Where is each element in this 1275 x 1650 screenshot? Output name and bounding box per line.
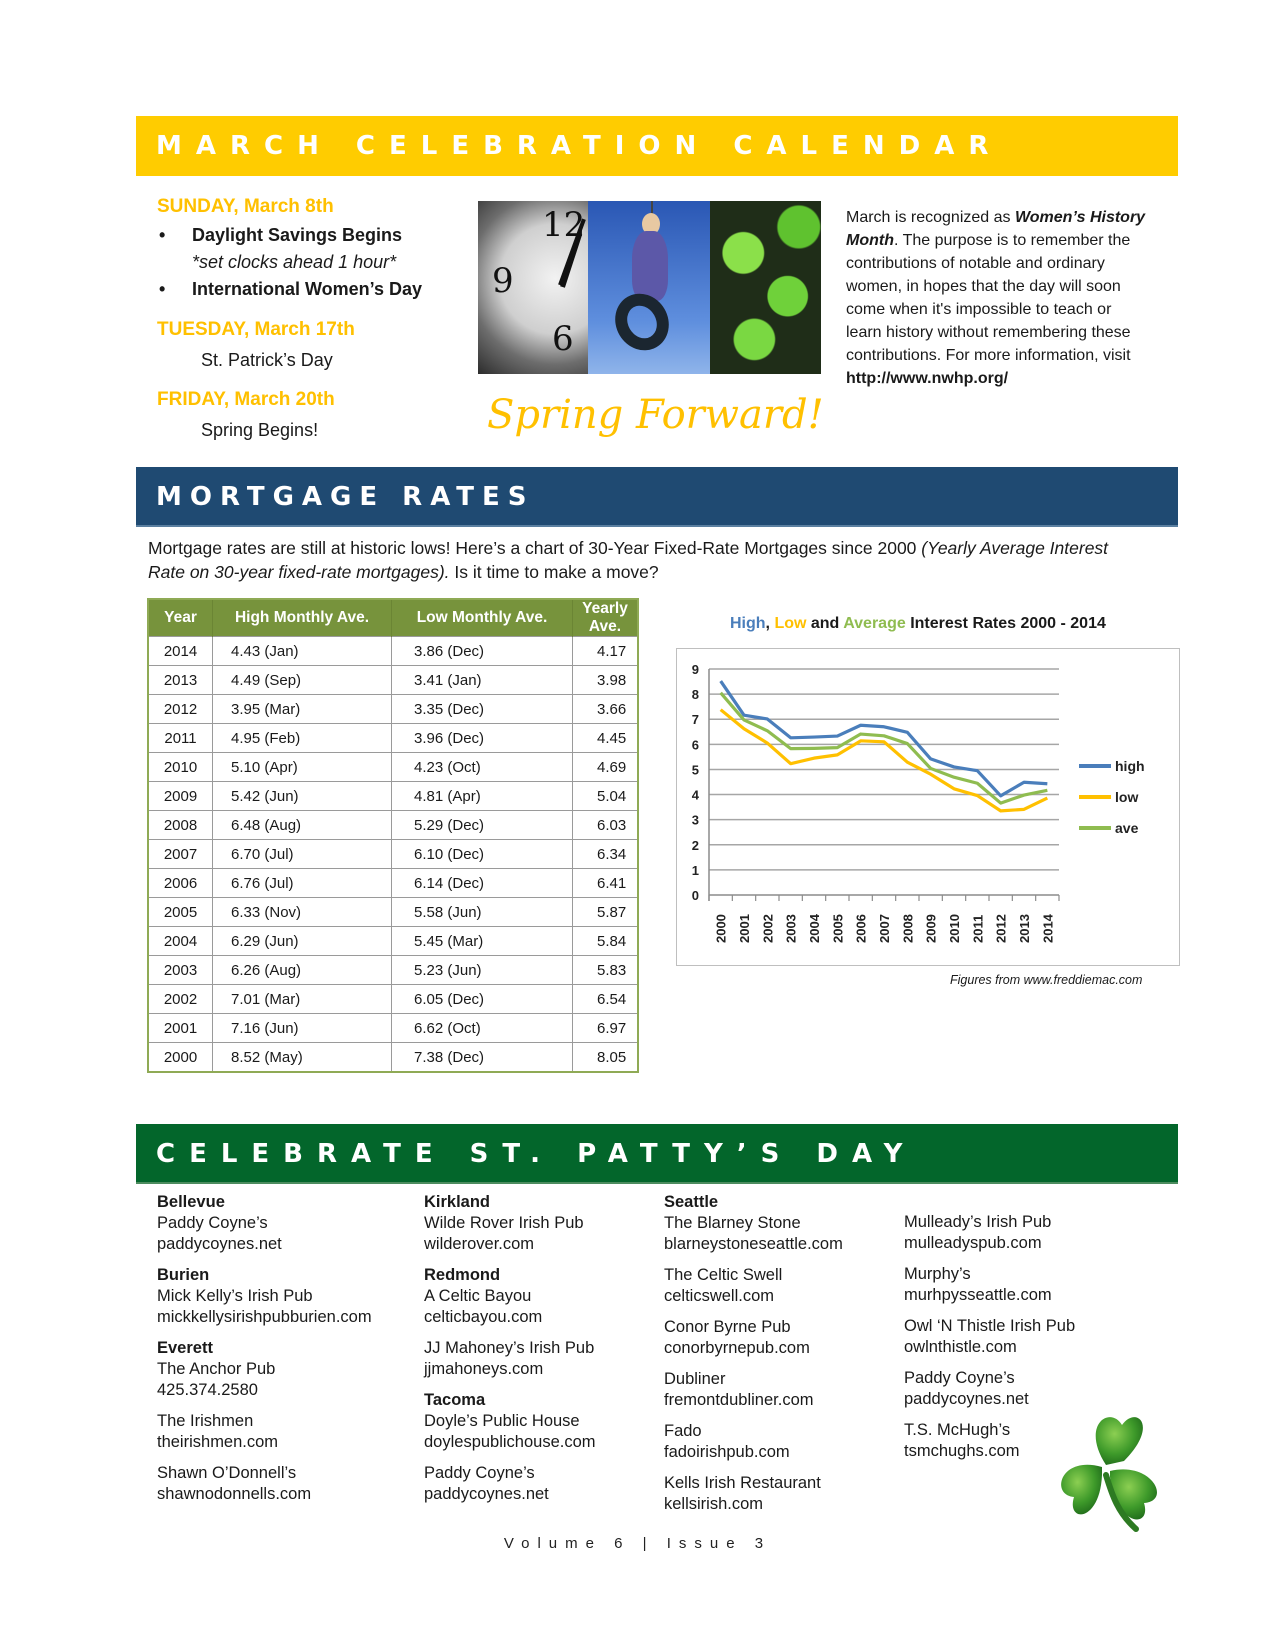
table-cell: 3.95 (Mar) (213, 695, 392, 724)
pub-name: Kells Irish Restaurant (664, 1474, 821, 1492)
pub-contact[interactable]: shawnodonnells.com (157, 1485, 312, 1503)
pub-city: Tacoma (424, 1391, 486, 1409)
x-tick-label: 2002 (760, 914, 776, 943)
pub-contact[interactable]: wilderover.com (424, 1235, 535, 1253)
table-cell: 4.45 (573, 724, 639, 753)
pub-contact[interactable]: murhpysseattle.com (904, 1286, 1052, 1304)
bullet-icon: • (159, 225, 166, 245)
interest-rate-chart (676, 648, 1180, 966)
table-cell: 2014 (148, 637, 213, 666)
table-cell: 5.58 (Jun) (392, 898, 573, 927)
table-cell: 2009 (148, 782, 213, 811)
pub-name: Wilde Rover Irish Pub (424, 1214, 584, 1232)
table-row (148, 753, 638, 782)
chart-canvas (677, 649, 1179, 965)
legend-label-low: low (1115, 789, 1139, 805)
table-header-row (148, 599, 638, 637)
pub-entry (664, 1421, 843, 1463)
table-cell: 6.05 (Dec) (392, 985, 573, 1014)
y-tick-label: 0 (691, 888, 699, 903)
x-tick-label: 2007 (877, 914, 892, 943)
page-footer: Volume 6 | Issue 3 (503, 1535, 772, 1552)
nwhp-link[interactable]: http://www.nwhp.org/ (846, 370, 1009, 387)
pub-name: Paddy Coyne’s (424, 1464, 535, 1482)
pub-entry (664, 1369, 843, 1411)
pub-entry (424, 1265, 596, 1328)
intro-question: Is it time to make a move? (449, 562, 659, 582)
table-row (148, 1043, 638, 1073)
table-cell: 7.01 (Mar) (213, 985, 392, 1014)
pub-entry (157, 1411, 372, 1453)
title-and: and (806, 615, 844, 632)
clock-number: 9 (492, 261, 514, 301)
calendar-day-sunday: SUNDAY, March 8th (157, 196, 334, 217)
pub-contact[interactable]: kellsirish.com (664, 1495, 764, 1513)
table-cell: 2000 (148, 1043, 213, 1073)
table-row (148, 1014, 638, 1043)
table-cell: 5.42 (Jun) (213, 782, 392, 811)
pub-entry (157, 1192, 372, 1255)
pub-entry (664, 1265, 843, 1307)
x-tick-label: 2005 (830, 914, 846, 943)
y-tick-label: 1 (691, 862, 699, 878)
table-cell: 4.81 (Apr) (392, 782, 573, 811)
table-cell: 6.70 (Jul) (213, 840, 392, 869)
table-row (148, 811, 638, 840)
table-cell: 3.86 (Dec) (392, 637, 573, 666)
x-tick-label: 2004 (807, 914, 822, 943)
pub-contact[interactable]: mulleadyspub.com (904, 1234, 1042, 1252)
mortgage-rates-table (147, 598, 639, 1073)
pub-name: Murphy’s (904, 1265, 971, 1283)
pub-name: A Celtic Bayou (424, 1287, 532, 1305)
calendar-banner: MARCH CELEBRATION CALENDAR (136, 116, 1178, 176)
pub-contact[interactable]: celticswell.com (664, 1287, 775, 1305)
pub-column (157, 1192, 372, 1515)
pub-name: Paddy Coyne’s (157, 1214, 268, 1232)
pub-name: Mick Kelly’s Irish Pub (157, 1287, 313, 1305)
pub-name: Doyle’s Public House (424, 1412, 580, 1430)
table-cell: 5.10 (Apr) (213, 753, 392, 782)
table-row (148, 637, 638, 666)
calendar-day-tuesday: TUESDAY, March 17th (157, 319, 355, 340)
table-cell: 5.23 (Jun) (392, 956, 573, 985)
event-text: St. Patrick’s Day (201, 350, 333, 370)
table-row (148, 956, 638, 985)
event-title: International Women’s Day (192, 279, 423, 299)
table-row (148, 898, 638, 927)
legend-label-high: high (1115, 758, 1145, 774)
pub-city: Kirkland (424, 1193, 491, 1211)
women-text-lead: March is recognized as (846, 209, 1015, 226)
pub-entry (904, 1264, 1075, 1306)
table-cell: 6.33 (Nov) (213, 898, 392, 927)
table-cell: 2010 (148, 753, 213, 782)
table-cell: 5.84 (573, 927, 639, 956)
mortgage-banner: MORTGAGE RATES (136, 467, 1178, 527)
event-title: Daylight Savings Begins (192, 225, 403, 245)
pub-entry (424, 1463, 596, 1505)
series-line-low (721, 710, 1048, 811)
column-header: High Monthly Ave. (213, 599, 392, 637)
table-cell: 2013 (148, 666, 213, 695)
table-cell: 4.43 (Jan) (213, 637, 392, 666)
swing-photo (588, 201, 710, 374)
x-tick-label: 2006 (853, 914, 869, 943)
table-cell: 3.98 (573, 666, 639, 695)
event-item (157, 276, 457, 303)
calendar-list (157, 194, 457, 443)
table-row (148, 666, 638, 695)
table-cell: 2007 (148, 840, 213, 869)
pub-name: Owl ‘N Thistle Irish Pub (904, 1317, 1076, 1335)
table-cell: 5.45 (Mar) (392, 927, 573, 956)
pub-contact[interactable]: paddycoynes.net (157, 1235, 282, 1253)
table-cell: 2004 (148, 927, 213, 956)
pub-entry (904, 1212, 1075, 1254)
x-tick-label: 2012 (993, 914, 1009, 943)
legend-label-ave: ave (1115, 820, 1139, 836)
table-cell: 6.10 (Dec) (392, 840, 573, 869)
pub-contact[interactable]: fremontdubliner.com (664, 1391, 814, 1409)
x-tick-label: 2013 (1017, 914, 1032, 943)
pub-contact[interactable]: theirishmen.com (157, 1433, 279, 1451)
women-text-emphasis: Women’s History Month (846, 209, 1146, 249)
intro-text: Mortgage rates are still at historic lows! Here’s a chart of 30-Year Fixed-Rate Mortgages since 2000 (148, 538, 922, 558)
y-tick-label: 7 (691, 712, 699, 728)
pub-contact[interactable]: celticbayou.com (424, 1308, 543, 1326)
pub-name: JJ Mahoney’s Irish Pub (424, 1339, 595, 1357)
table-cell: 7.16 (Jun) (213, 1014, 392, 1043)
x-tick-label: 2008 (900, 914, 916, 943)
womens-history-text (846, 206, 1146, 390)
table-cell: 5.29 (Dec) (392, 811, 573, 840)
table-cell: 6.34 (573, 840, 639, 869)
y-tick-label: 5 (691, 762, 699, 778)
title-high: High (730, 615, 766, 632)
table-cell: 2012 (148, 695, 213, 724)
title-average: Average (843, 615, 906, 632)
event-text: Spring Begins! (201, 420, 319, 440)
x-tick-label: 2000 (713, 914, 729, 943)
pub-contact[interactable]: doylespublichouse.com (424, 1433, 596, 1451)
pub-entry (424, 1192, 596, 1255)
table-cell: 2008 (148, 811, 213, 840)
pub-name: Fado (664, 1422, 702, 1440)
event-item (157, 222, 457, 276)
pub-contact[interactable]: tsmchughs.com (904, 1442, 1020, 1460)
pub-name: T.S. McHugh’s (904, 1421, 1011, 1439)
calendar-day-friday: FRIDAY, March 20th (157, 389, 335, 410)
pub-name: Mulleady’s Irish Pub (904, 1213, 1052, 1231)
pub-name: The Anchor Pub (157, 1360, 276, 1378)
table-cell: 6.03 (573, 811, 639, 840)
table-cell: 4.69 (573, 753, 639, 782)
table-row (148, 724, 638, 753)
pub-entry (424, 1338, 596, 1380)
pub-entry (904, 1316, 1075, 1358)
spring-forward-title: Spring Forward! (487, 392, 824, 438)
column-header: Yearly Ave. (573, 599, 639, 637)
pub-name: The Celtic Swell (664, 1266, 783, 1284)
pub-contact[interactable]: conorbyrnepub.com (664, 1339, 810, 1357)
pubs-banner: CELEBRATE ST. PATTY’S DAY (136, 1124, 1178, 1184)
women-text-body: . The purpose is to remember the contributions of notable and ordinary women, in hopes that the day will soon come when it's impossible to teach or learn history without remembering these contributions. For more information, visit (846, 232, 1131, 364)
pub-entry (904, 1368, 1075, 1410)
y-tick-label: 6 (691, 737, 699, 753)
y-tick-label: 4 (691, 787, 699, 803)
clock-photo (478, 201, 588, 374)
pub-city: Seattle (664, 1193, 719, 1211)
table-row (148, 927, 638, 956)
table-cell: 6.41 (573, 869, 639, 898)
table-row (148, 869, 638, 898)
table-cell: 6.54 (573, 985, 639, 1014)
bullet-icon: • (159, 279, 166, 299)
column-header: Low Monthly Ave. (392, 599, 573, 637)
pub-name: Shawn O’Donnell’s (157, 1464, 297, 1482)
chart-source: Figures from www.freddiemac.com (950, 973, 1143, 987)
title-rest: Interest Rates 2000 - 2014 (905, 615, 1106, 632)
clock-number: 12 (542, 205, 586, 245)
y-tick-label: 8 (691, 687, 699, 703)
table-cell: 4.23 (Oct) (392, 753, 573, 782)
table-cell: 6.76 (Jul) (213, 869, 392, 898)
table-cell: 2011 (148, 724, 213, 753)
x-tick-label: 2009 (923, 914, 939, 943)
pub-contact[interactable]: owlnthistle.com (904, 1338, 1017, 1356)
table-cell: 5.04 (573, 782, 639, 811)
table-cell: 6.14 (Dec) (392, 869, 573, 898)
series-line-high (721, 681, 1048, 796)
table-cell: 7.38 (Dec) (392, 1043, 573, 1073)
table-cell: 6.62 (Oct) (392, 1014, 573, 1043)
pub-name: The Blarney Stone (664, 1214, 801, 1232)
table-cell: 3.35 (Dec) (392, 695, 573, 724)
chart-title (730, 615, 1106, 633)
table-cell: 3.66 (573, 695, 639, 724)
pub-contact[interactable]: fadoirishpub.com (664, 1443, 790, 1461)
pub-name: Paddy Coyne’s (904, 1369, 1015, 1387)
pub-contact[interactable]: jjmahoneys.com (424, 1360, 544, 1378)
table-cell: 4.95 (Feb) (213, 724, 392, 753)
table-cell: 3.96 (Dec) (392, 724, 573, 753)
table-cell: 6.29 (Jun) (213, 927, 392, 956)
table-cell: 4.17 (573, 637, 639, 666)
table-cell: 3.41 (Jan) (392, 666, 573, 695)
pub-name: Dubliner (664, 1370, 726, 1388)
series-line-ave (721, 693, 1048, 803)
table-cell: 5.83 (573, 956, 639, 985)
pub-contact[interactable]: 425.374.2580 (157, 1381, 258, 1399)
clock-number: 6 (552, 319, 574, 359)
pub-entry (157, 1338, 372, 1401)
pub-entry (424, 1390, 596, 1453)
pub-contact[interactable]: mickkellysirishpubburien.com (157, 1308, 372, 1326)
x-tick-label: 2010 (947, 914, 962, 943)
table-cell: 2002 (148, 985, 213, 1014)
pub-entry (157, 1463, 372, 1505)
table-cell: 8.52 (May) (213, 1043, 392, 1073)
table-cell: 4.49 (Sep) (213, 666, 392, 695)
pub-entry (157, 1265, 372, 1328)
pub-entry (664, 1317, 843, 1359)
shamrock-icon (1040, 1405, 1172, 1533)
pub-name: Conor Byrne Pub (664, 1318, 791, 1336)
x-tick-label: 2001 (737, 914, 752, 943)
table-row (148, 985, 638, 1014)
pub-entry (664, 1473, 843, 1515)
table-cell: 2001 (148, 1014, 213, 1043)
spring-photo-collage (478, 201, 821, 374)
x-tick-label: 2011 (970, 914, 986, 943)
table-cell: 6.48 (Aug) (213, 811, 392, 840)
title-low: Low (774, 615, 807, 632)
pub-column (424, 1192, 596, 1515)
pub-contact[interactable]: blarneystoneseattle.com (664, 1235, 843, 1253)
table-cell: 2006 (148, 869, 213, 898)
pub-entry (664, 1192, 843, 1255)
table-cell: 8.05 (573, 1043, 639, 1073)
sunday-events (157, 222, 457, 303)
x-tick-label: 2003 (783, 914, 799, 943)
pub-city: Burien (157, 1266, 210, 1284)
pub-contact[interactable]: paddycoynes.net (904, 1390, 1029, 1408)
table-row (148, 695, 638, 724)
y-tick-label: 9 (691, 662, 699, 677)
pub-contact[interactable]: paddycoynes.net (424, 1485, 549, 1503)
table-body (148, 637, 638, 1073)
mortgage-intro (148, 536, 1148, 584)
y-tick-label: 3 (691, 812, 699, 828)
pub-city: Bellevue (157, 1193, 225, 1211)
column-header: Year (148, 599, 213, 637)
table-cell: 2003 (148, 956, 213, 985)
table-row (148, 782, 638, 811)
intro-italic: (Yearly Average Interest Rate on 30-year fixed-rate mortgages). (148, 538, 1109, 582)
x-tick-label: 2014 (1040, 914, 1056, 943)
pub-column (664, 1192, 843, 1525)
event-note: *set clocks ahead 1 hour* (192, 252, 397, 272)
table-cell: 6.97 (573, 1014, 639, 1043)
clover-photo (710, 201, 821, 374)
pub-name: The Irishmen (157, 1412, 254, 1430)
pub-city: Everett (157, 1339, 213, 1357)
table-row (148, 840, 638, 869)
table-cell: 5.87 (573, 898, 639, 927)
table-cell: 6.26 (Aug) (213, 956, 392, 985)
table-cell: 2005 (148, 898, 213, 927)
pub-city: Redmond (424, 1266, 501, 1284)
y-tick-label: 2 (691, 837, 699, 853)
title-comma: , (765, 615, 775, 632)
